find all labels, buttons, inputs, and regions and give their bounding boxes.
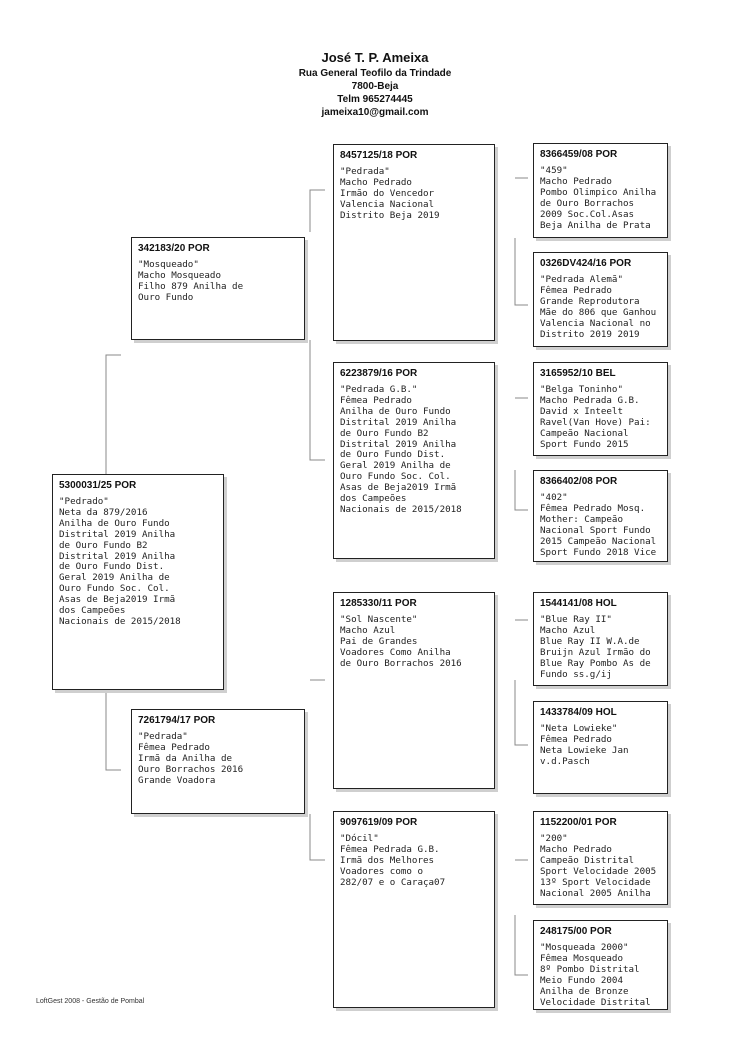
ring-number: 8366402/08 POR	[540, 476, 618, 487]
owner-address: Rua General Teofilo da Trindade	[298, 68, 452, 79]
pigeon-description: "Blue Ray II" Macho Azul Blue Ray II W.A.de Bruijn Azul Irmão do Blue Ray Pombo As de Fundo ss.g/ij	[540, 614, 651, 680]
ring-number: 1152200/01 POR	[540, 817, 617, 828]
ring-number: 1285330/11 POR	[340, 598, 417, 609]
connector-sd	[515, 398, 528, 510]
pigeon-card-sire-dam[interactable]	[333, 362, 495, 559]
pigeon-card-dam-dam[interactable]	[333, 811, 495, 1008]
pigeon-description: "Neta Lowieke" Fêmea Pedrado Neta Lowieke Jan v.d.Pasch	[540, 723, 629, 767]
pigeon-description: "Mosqueado" Macho Mosqueado Filho 879 Anilha de Ouro Fundo	[138, 259, 244, 303]
ring-number: 7261794/17 POR	[138, 715, 216, 726]
ring-number: 0326DV424/16 POR	[540, 258, 632, 269]
ring-number: 9097619/09 POR	[340, 817, 418, 828]
pigeon-card-dam-sire[interactable]	[333, 592, 495, 789]
pigeon-card-sire-sire[interactable]	[333, 144, 495, 341]
connector-sire-grandparents	[310, 190, 325, 460]
pigeon-card-sd-dam[interactable]	[533, 470, 668, 562]
pigeon-description: "Belga Toninho" Macho Pedrada G.B. David x Inteelt Ravel(Van Hove) Pai: Campeão Nacional Sport Fundo 2015	[540, 384, 651, 450]
ring-number: 1433784/09 HOL	[540, 707, 617, 718]
ring-number: 248175/00 POR	[540, 926, 612, 937]
pigeon-description: "Pedrada G.B." Fêmea Pedrado Anilha de Ouro Fundo Distrital 2019 Anilha de Ouro Fundo B2 Distrital 2019 Anilha de Ouro Fundo Dist. Geral 2019 Anilha de Ouro Fundo Soc. Col. Asas de Beja2019 Irmã dos Campeões Nacionais de 2015/2018	[340, 384, 462, 515]
owner-city: 7800-Beja	[351, 81, 399, 92]
pigeon-description: "Pedrado" Neta da 879/2016 Anilha de Ouro Fundo Distrital 2019 Anilha de Ouro Fundo B2 Distrital 2019 Anilha de Ouro Fundo Dist. Geral 2019 Anilha de Ouro Fundo Soc. Col. Asas de Beja2019 Irmã dos Campeões Nacionais de 2015/2018	[59, 496, 181, 627]
pigeon-card-dd-dam[interactable]	[533, 920, 668, 1010]
connector-ds	[515, 620, 528, 745]
connector-dam-grandparents	[310, 680, 325, 860]
pigeon-card-ds-sire[interactable]	[533, 592, 668, 686]
pigeon-card-subject[interactable]	[52, 474, 224, 690]
owner-name: José T. P. Ameixa	[321, 50, 429, 65]
pigeon-card-ss-dam[interactable]	[533, 252, 668, 347]
pigeon-card-sd-sire[interactable]	[533, 362, 668, 456]
pigeon-description: "Dócil" Fêmea Pedrada G.B. Irmã dos Melhores Voadores como o 282/07 e o Caraça07	[340, 833, 446, 888]
ring-number: 8366459/08 POR	[540, 149, 618, 160]
pigeon-description: "Pedrada" Fêmea Pedrado Irmã da Anilha de Ouro Borrachos 2016 Grande Voadora	[138, 731, 244, 786]
pigeon-description: "459" Macho Pedrado Pombo Olimpico Anilha de Ouro Borrachos 2009 Soc.Col.Asas Beja Anilha de Prata	[540, 165, 657, 231]
pigeon-card-ss-sire[interactable]	[533, 143, 668, 238]
connector-ss	[515, 178, 528, 305]
footer-credit: LoftGest 2008 - Gestão de Pombal	[36, 998, 145, 1005]
pigeon-description: "200" Macho Pedrado Campeão Distrital Sport Velocidade 2005 13º Sport Velocidade Nacional 2005 Anilha	[540, 833, 657, 899]
ring-number: 342183/20 POR	[138, 243, 210, 254]
pigeon-description: "Sol Nascente" Macho Azul Pai de Grandes Voadores Como Anilha de Ouro Borrachos 2016	[340, 614, 462, 669]
ring-number: 8457125/18 POR	[340, 150, 418, 161]
pigeon-description: "Mosqueada 2000" Fêmea Mosqueado 8º Pombo Distrital Meio Fundo 2004 Anilha de Bronze Velocidade Distrital	[540, 942, 651, 1008]
owner-email: jameixa10@gmail.com	[321, 107, 429, 118]
connector-dd	[515, 860, 528, 975]
pigeon-description: "Pedrada" Macho Pedrado Irmão do Vencedor Valencia Nacional Distrito Beja 2019	[340, 166, 440, 221]
pigeon-card-sire[interactable]	[131, 237, 305, 340]
pigeon-description: "Pedrada Alemã" Fêmea Pedrado Grande Reprodutora Mãe do 806 que Ganhou Valencia Nacional no Distrito 2019 2019	[540, 274, 657, 340]
pigeon-card-dd-sire[interactable]	[533, 811, 668, 905]
owner-phone: Telm 965274445	[337, 94, 413, 105]
pigeon-description: "402" Fêmea Pedrado Mosq. Mother: Campeão Nacional Sport Fundo 2015 Campeão Nacional Sport Fundo 2018 Vice	[540, 492, 657, 558]
pigeon-card-dam[interactable]	[131, 709, 305, 814]
ring-number: 5300031/25 POR	[59, 480, 137, 491]
ring-number: 1544141/08 HOL	[540, 598, 617, 609]
pigeon-card-ds-dam[interactable]	[533, 701, 668, 794]
ring-number: 6223879/16 POR	[340, 368, 418, 379]
ring-number: 3165952/10 BEL	[540, 368, 616, 379]
